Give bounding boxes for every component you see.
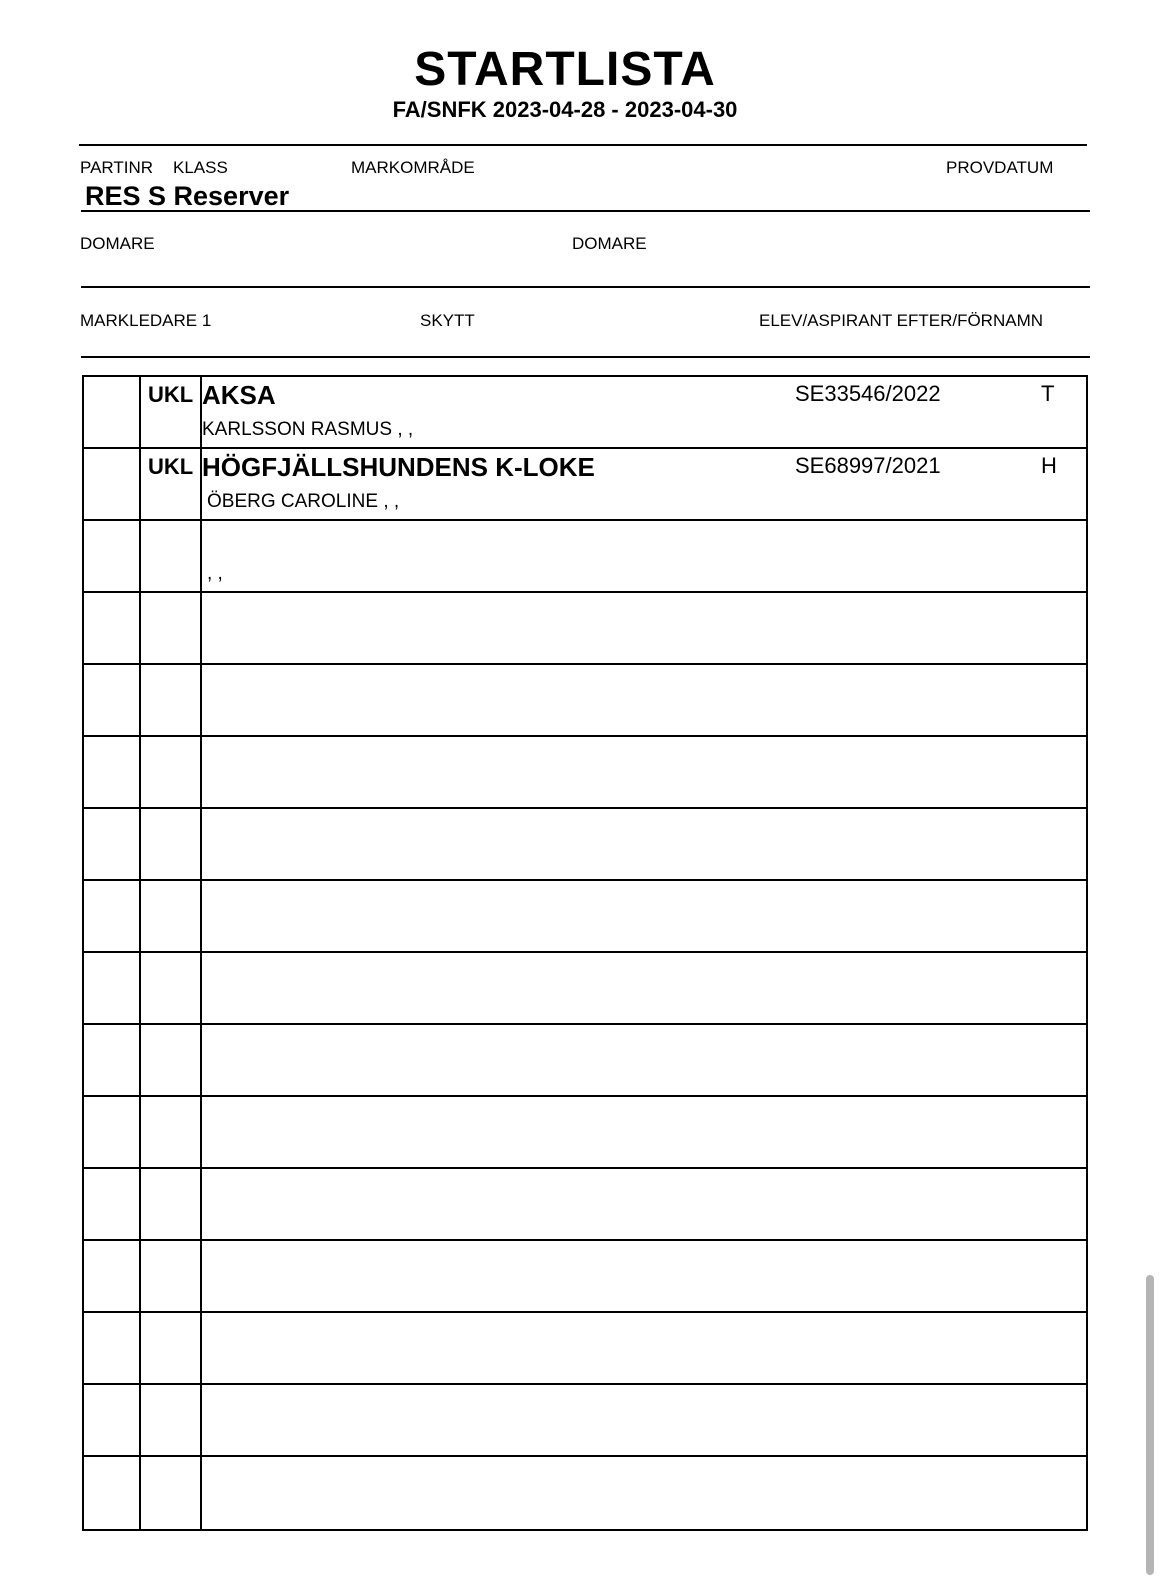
entry-row	[84, 737, 1086, 809]
field-divider	[81, 210, 1090, 212]
dog-name: AKSA	[202, 380, 276, 410]
entry-table	[82, 375, 1088, 1531]
markomrade-label: MARKOMRÅDE	[351, 158, 475, 177]
page-title: STARTLISTA	[414, 43, 716, 96]
entry-class: UKL	[148, 454, 194, 479]
entry-row	[84, 449, 1086, 521]
entry-row	[84, 881, 1086, 953]
entry-row	[84, 953, 1086, 1025]
elev-aspirant-label: ELEV/ASPIRANT EFTER/FÖRNAMN	[759, 311, 1044, 330]
entry-row	[84, 1097, 1086, 1169]
skytt-label: SKYTT	[420, 311, 475, 330]
header-divider	[79, 144, 1087, 146]
column-divider	[200, 377, 202, 1529]
entry-row	[84, 521, 1086, 593]
entry-row	[84, 377, 1086, 449]
dog-sex: T	[1041, 381, 1055, 406]
dog-name: HÖGFJÄLLSHUNDENS K-LOKE	[202, 452, 595, 482]
scrollbar[interactable]	[1146, 1275, 1154, 1575]
entry-row	[84, 1025, 1086, 1097]
entry-row	[84, 809, 1086, 881]
event-subtitle: FA/SNFK 2023-04-28 - 2023-04-30	[392, 97, 738, 122]
field-divider	[81, 356, 1090, 358]
entry-class: UKL	[148, 382, 194, 407]
entry-row	[84, 1169, 1086, 1241]
entry-row	[84, 1457, 1086, 1529]
field-divider	[81, 286, 1090, 288]
domare-1-label: DOMARE	[80, 234, 155, 253]
entry-row	[84, 665, 1086, 737]
domare-2-label: DOMARE	[572, 234, 647, 253]
registration-number: SE68997/2021	[795, 453, 941, 478]
owner-name: ÖBERG CAROLINE , ,	[207, 491, 400, 512]
partinr-label: PARTINR	[80, 158, 154, 177]
entry-row	[84, 1313, 1086, 1385]
provdatum-label: PROVDATUM	[946, 158, 1054, 177]
column-divider	[139, 377, 141, 1529]
registration-number: SE33546/2022	[795, 381, 941, 406]
entry-row	[84, 1385, 1086, 1457]
entry-row	[84, 593, 1086, 665]
entry-row	[84, 1241, 1086, 1313]
klass-label: KLASS	[173, 158, 228, 177]
dog-sex: H	[1041, 453, 1057, 478]
markledare-label: MARKLEDARE 1	[80, 311, 212, 330]
owner-name: , ,	[207, 563, 223, 584]
class-value: RES S Reserver	[85, 181, 290, 211]
owner-name: KARLSSON RASMUS , ,	[202, 419, 414, 440]
